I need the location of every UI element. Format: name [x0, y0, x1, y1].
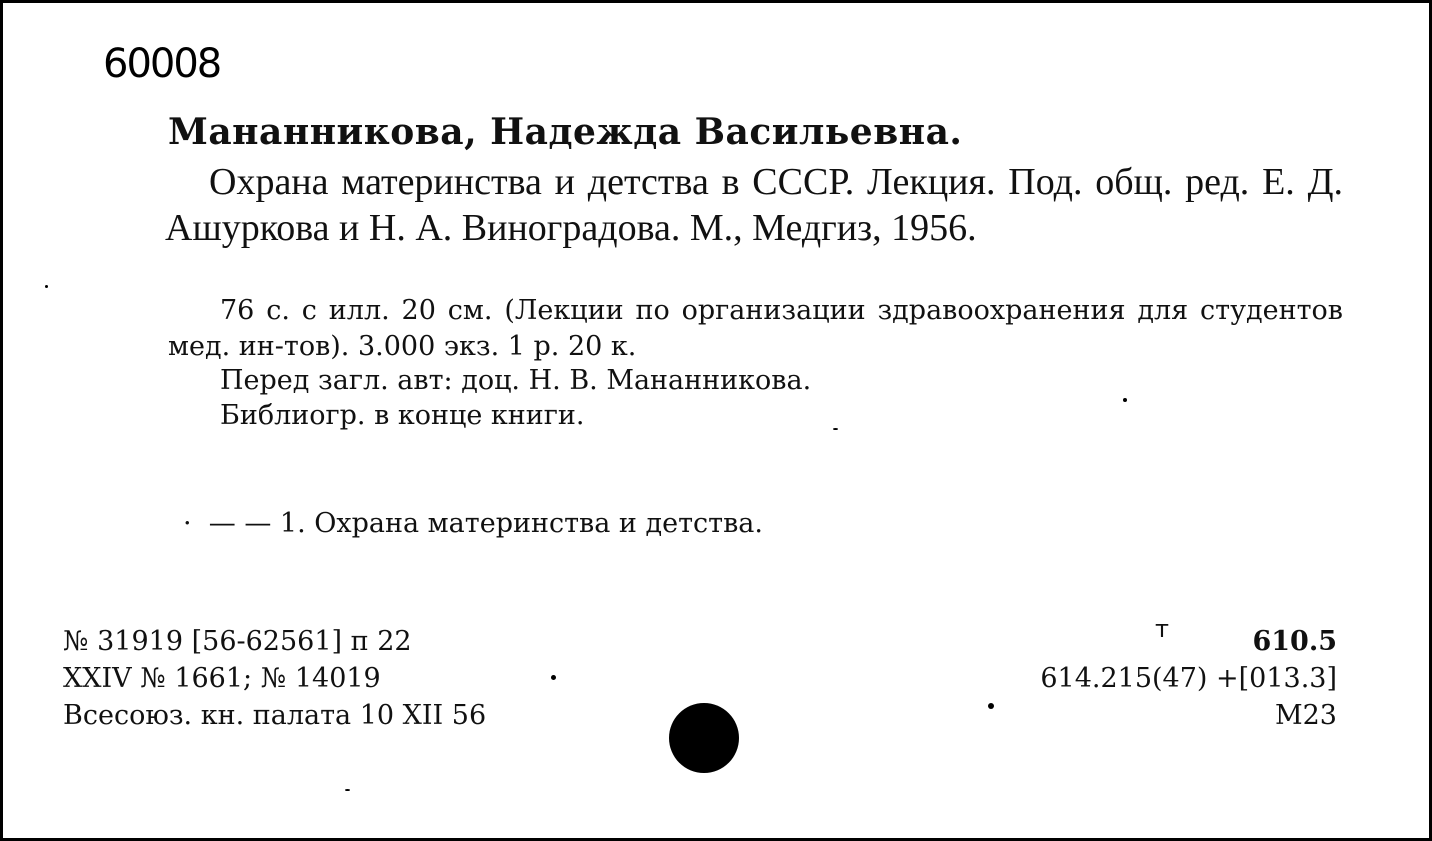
subject-heading: [183, 508, 763, 539]
bullet-dot: ·: [183, 508, 209, 539]
title-block: [165, 159, 1343, 251]
footer-left: [63, 623, 486, 734]
ink-speck: [833, 428, 838, 430]
author-sign: М23: [1274, 700, 1337, 731]
collation-block: [168, 293, 1343, 365]
ink-speck: [988, 703, 994, 709]
note-author: Перед загл. авт: доц. Н. В. Мананникова.: [220, 365, 812, 396]
punch-hole: [669, 703, 739, 773]
ink-speck: [551, 675, 556, 680]
ink-speck: [45, 285, 48, 288]
ink-speck: [1123, 398, 1127, 402]
record-number: XXIV № 1661; № 14019: [63, 663, 381, 694]
handwritten-mark: т: [1155, 615, 1169, 643]
ink-speck: [345, 789, 350, 791]
handwritten-number: 60008: [103, 41, 221, 87]
note-bibliography: Библиогр. в конце книги.: [220, 400, 585, 431]
chamber-date: Всесоюз. кн. палата 10 XII 56: [63, 700, 487, 731]
title-text: Охрана материнства и детства в СССР. Лекция. Под. общ. ред. Е. Д. Ашуркова и Н. А. Виноградова. М., Медгиз, 1956.: [165, 161, 1343, 249]
collation-text: 76 с. с илл. 20 см. (Лекции по организации здравоохранения для студентов мед. ин-тов). 3.000 экз. 1 р. 20 к.: [168, 295, 1343, 362]
footer-right: [1040, 623, 1337, 734]
subject-text: — — 1. Охрана материнства и детства.: [208, 508, 763, 539]
udc-subclass: 614.215(47) +[013.3]: [1040, 663, 1337, 694]
author-heading: Мананникова, Надежда Васильевна.: [168, 111, 963, 153]
udc-class: 610.5: [1252, 626, 1337, 657]
registration-number: № 31919 [56-62561] п 22: [63, 626, 412, 657]
